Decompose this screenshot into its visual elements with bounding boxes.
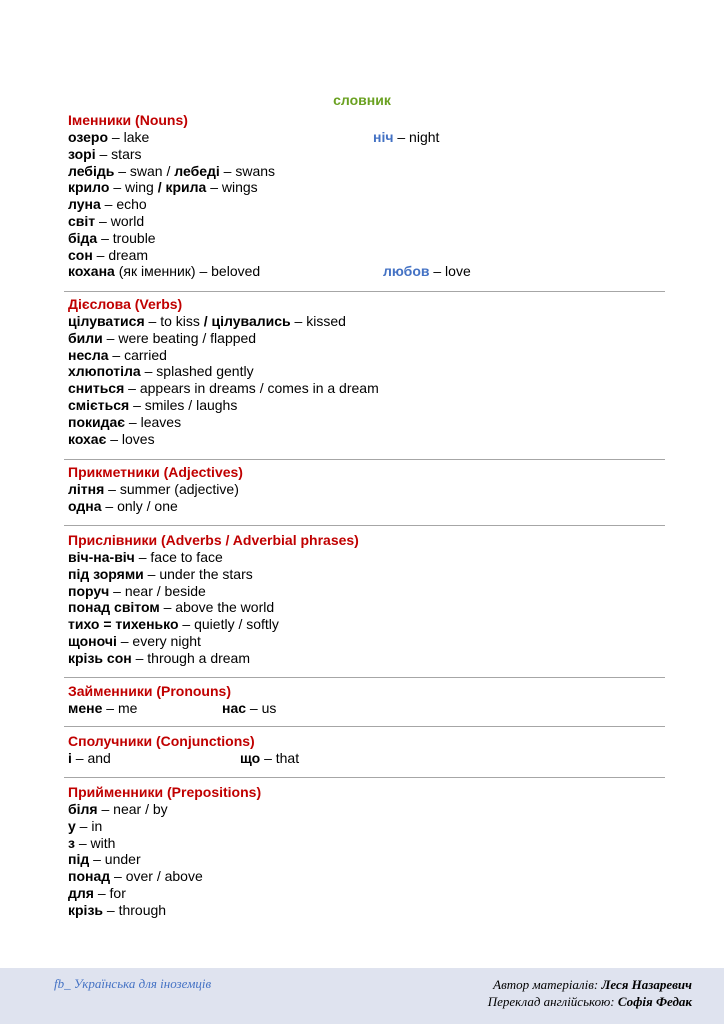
translator-credit: Переклад англійською: Софія Федак (487, 994, 692, 1009)
section-nouns (68, 112, 656, 280)
section-pronouns (68, 683, 656, 717)
vocab-row: поруч – near / beside (68, 582, 206, 599)
vocab-row: лебідь – swan / лебеді – swans (68, 162, 276, 179)
section-heading: Іменники (Nouns) (68, 112, 188, 128)
vocab-row: крило – wing / крила – wings (68, 179, 258, 196)
section-divider (64, 291, 665, 292)
vocab-row: під зорями – under the stars (68, 565, 253, 582)
vocab-row: несла – carried (68, 346, 167, 363)
vocab-row: літня – summer (adjective) (68, 481, 239, 497)
vocab-row: озеро – lake ніч – night (68, 129, 440, 145)
section-verbs (68, 296, 656, 447)
vocab-row: сон – dream (68, 246, 149, 263)
vocab-row: луна – echo (68, 196, 147, 213)
vocab-row: цілуватися – to kiss / цілувались – kissed (68, 313, 346, 329)
footer-source-link[interactable]: fb_ Українська для іноземців (54, 976, 212, 991)
vocab-row: щоночі – every night (68, 632, 201, 649)
vocab-row: понад – over / above (68, 868, 203, 885)
vocab-row: тихо = тихенько – quietly / softly (68, 616, 279, 633)
section-heading: Прийменники (Prepositions) (68, 784, 262, 800)
section-prepositions (68, 784, 656, 919)
page-footer (0, 968, 724, 1024)
vocab-side-entry: любов – love (383, 263, 471, 280)
vocab-row: біля – near / by (68, 801, 168, 817)
section-heading: Прикметники (Adjectives) (68, 464, 243, 480)
vocab-row: для – for (68, 884, 126, 901)
section-divider (64, 677, 665, 678)
vocab-row: кохана (як іменник) – beloved любов – love (68, 263, 471, 280)
section-heading: Прислівники (Adverbs / Adverbial phrases) (68, 532, 359, 548)
vocab-side-entry: ніч – night (373, 129, 440, 145)
section-divider (64, 525, 665, 526)
vocab-row: хлюпотіла – splashed gently (68, 363, 254, 380)
vocab-row: зорі – stars (68, 145, 142, 162)
vocab-row: світ – world (68, 212, 145, 229)
vocab-row: мене – me нас – us (68, 700, 277, 716)
footer-credits (488, 976, 692, 1010)
vocab-row: покидає – leaves (68, 413, 182, 430)
section-heading: Дієслова (Verbs) (68, 296, 183, 312)
section-divider (64, 777, 665, 778)
section-adverbs (68, 532, 656, 667)
vocab-side-entry: що – that (240, 750, 300, 766)
section-adjectives (68, 464, 656, 515)
vocab-row: сниться – appears in dreams / comes in a dream (68, 380, 379, 397)
author-credit: Автор матеріалів: Леся Назаревич (493, 977, 692, 992)
vocab-row: кохає – loves (68, 430, 155, 447)
vocab-row: і – and що – that (68, 750, 300, 766)
vocab-row: крізь сон – through a dream (68, 649, 250, 666)
vocab-row: біда – trouble (68, 229, 156, 246)
vocab-row: одна – only / one (68, 497, 178, 514)
vocab-row: сміється – smiles / laughs (68, 396, 238, 413)
vocab-row: понад світом – above the world (68, 599, 275, 616)
section-divider (64, 459, 665, 460)
page-title: словник (333, 92, 391, 108)
vocab-row: крізь – through (68, 901, 167, 918)
vocab-row: били – were beating / flapped (68, 329, 257, 346)
vocab-row: з – with (68, 834, 116, 851)
vocab-row: віч-на-віч – face to face (68, 549, 223, 565)
vocab-row: під – under (68, 851, 141, 868)
section-conjunctions (68, 733, 656, 767)
vocab-row: у – in (68, 817, 103, 834)
section-heading: Сполучники (Conjunctions) (68, 733, 255, 749)
section-divider (64, 726, 665, 727)
vocab-side-entry: нас – us (222, 700, 277, 716)
section-heading: Займенники (Pronouns) (68, 683, 231, 699)
